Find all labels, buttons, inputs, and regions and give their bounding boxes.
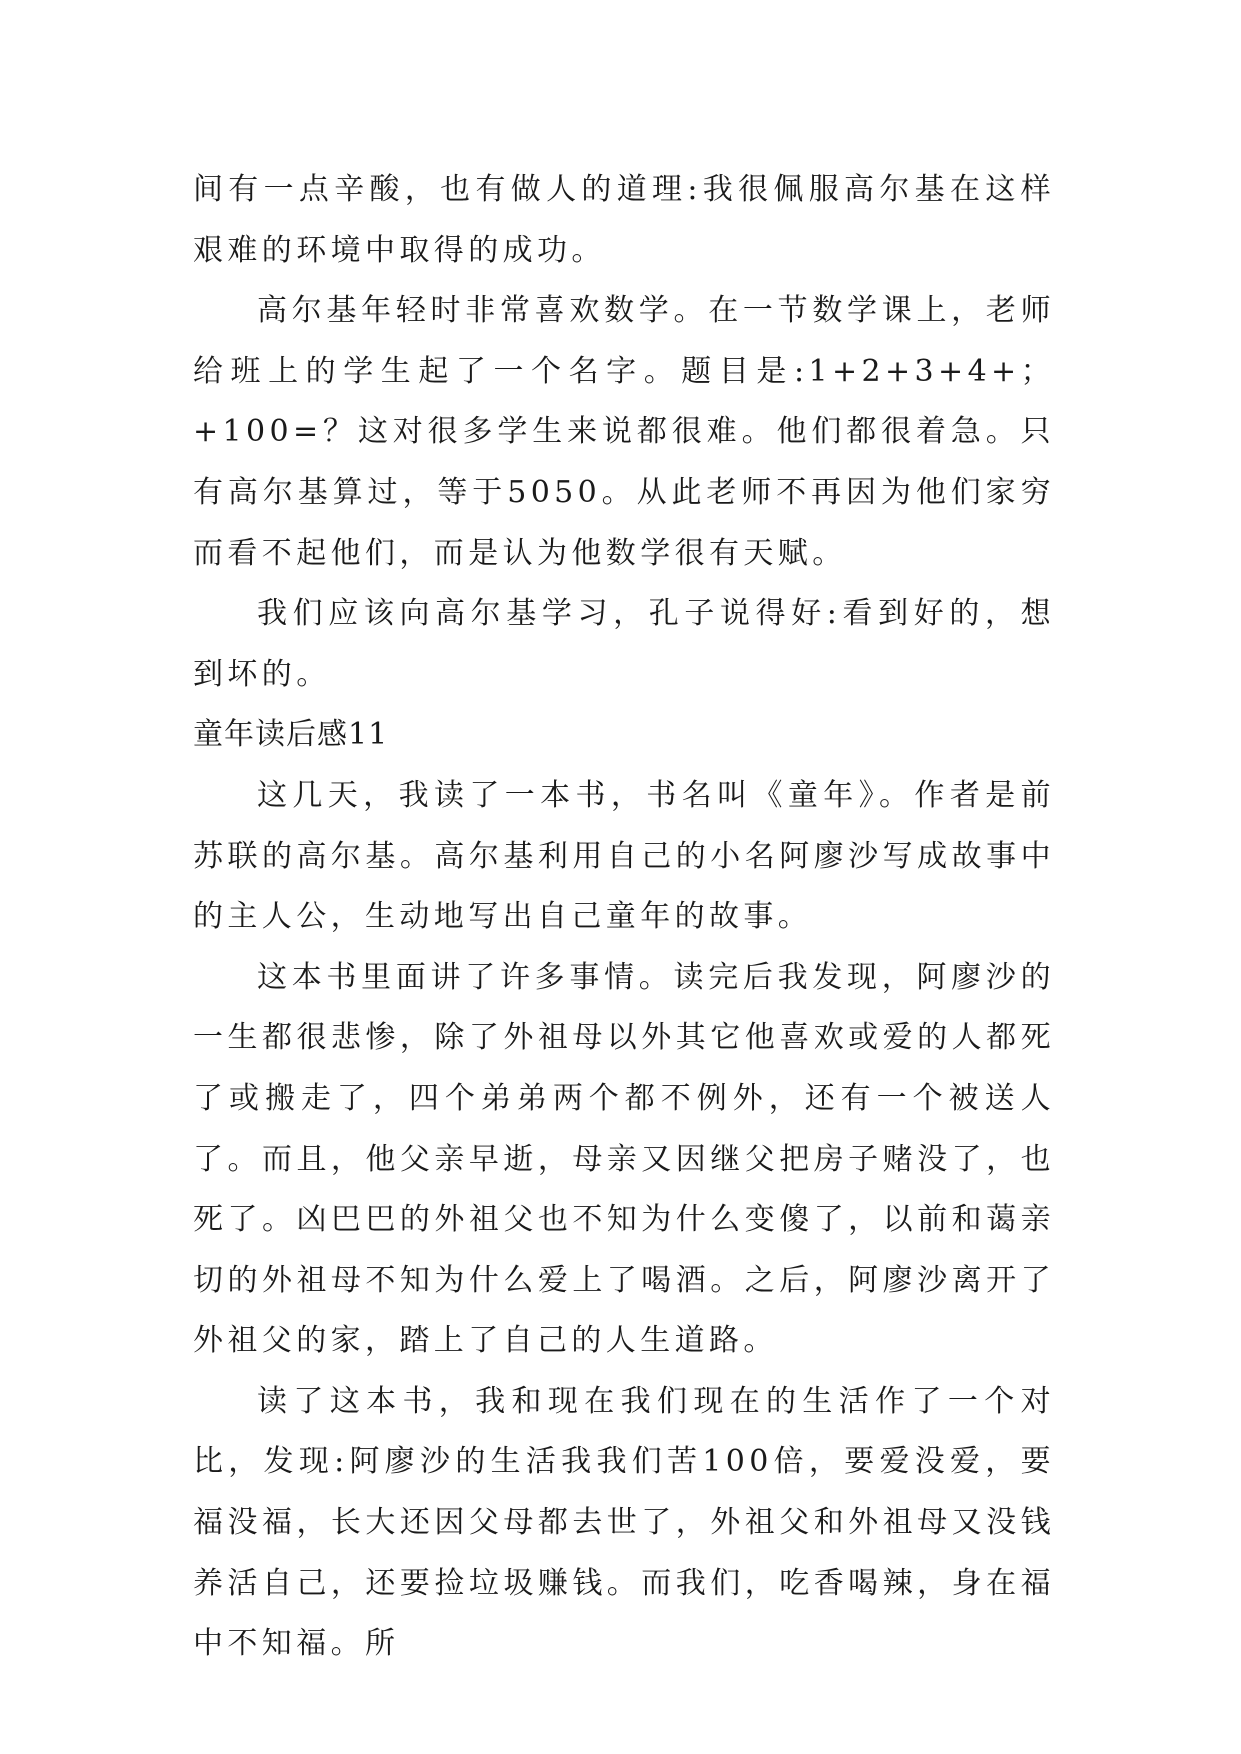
paragraph: 这几天，我读了一本书，书名叫《童年》。作者是前苏联的高尔基。高尔基利用自己的小名阿廖沙写成故事中的主人公，生动地写出自己童年的故事。 [193,777,1055,935]
paragraph: 读了这本书，我和现在我们现在的生活作了一个对比，发现:阿廖沙的生活我我们苦100倍，要爱没爱，要福没福，长大还因父母都去世了，外祖父和外祖母又没钱养活自己，还要捡垃圾赚钱。而我们，吃香喝辣，身在福中不知福。所 [193,1383,1055,1662]
document-page [193,160,1055,1675]
section-title: 童年读后感11 [193,717,389,753]
paragraph: 间有一点辛酸，也有做人的道理:我很佩服高尔基在这样艰难的环境中取得的成功。 [193,172,1055,268]
paragraph: 这本书里面讲了许多事情。读完后我发现，阿廖沙的一生都很悲惨，除了外祖母以外其它他喜欢或爱的人都死了或搬走了，四个弟弟两个都不例外，还有一个被送人了。而且，他父亲早逝，母亲又因继父把房子赌没了，也死了。凶巴巴的外祖父也不知为什么变傻了，以前和蔼亲切的外祖母不知为什么爱上了喝酒。之后，阿廖沙离开了外祖父的家，踏上了自己的人生道路。 [193,959,1055,1359]
paragraph: 高尔基年轻时非常喜欢数学。在一节数学课上，老师给班上的学生起了一个名字。题目是:1+2+3+4+；+100=？这对很多学生来说都很难。他们都很着急。只有高尔基算过，等于5050。从此老师不再因为他们家穷而看不起他们，而是认为他数学很有天赋。 [193,293,1055,571]
paragraph: 我们应该向高尔基学习，孔子说得好:看到好的，想到坏的。 [193,596,1055,692]
